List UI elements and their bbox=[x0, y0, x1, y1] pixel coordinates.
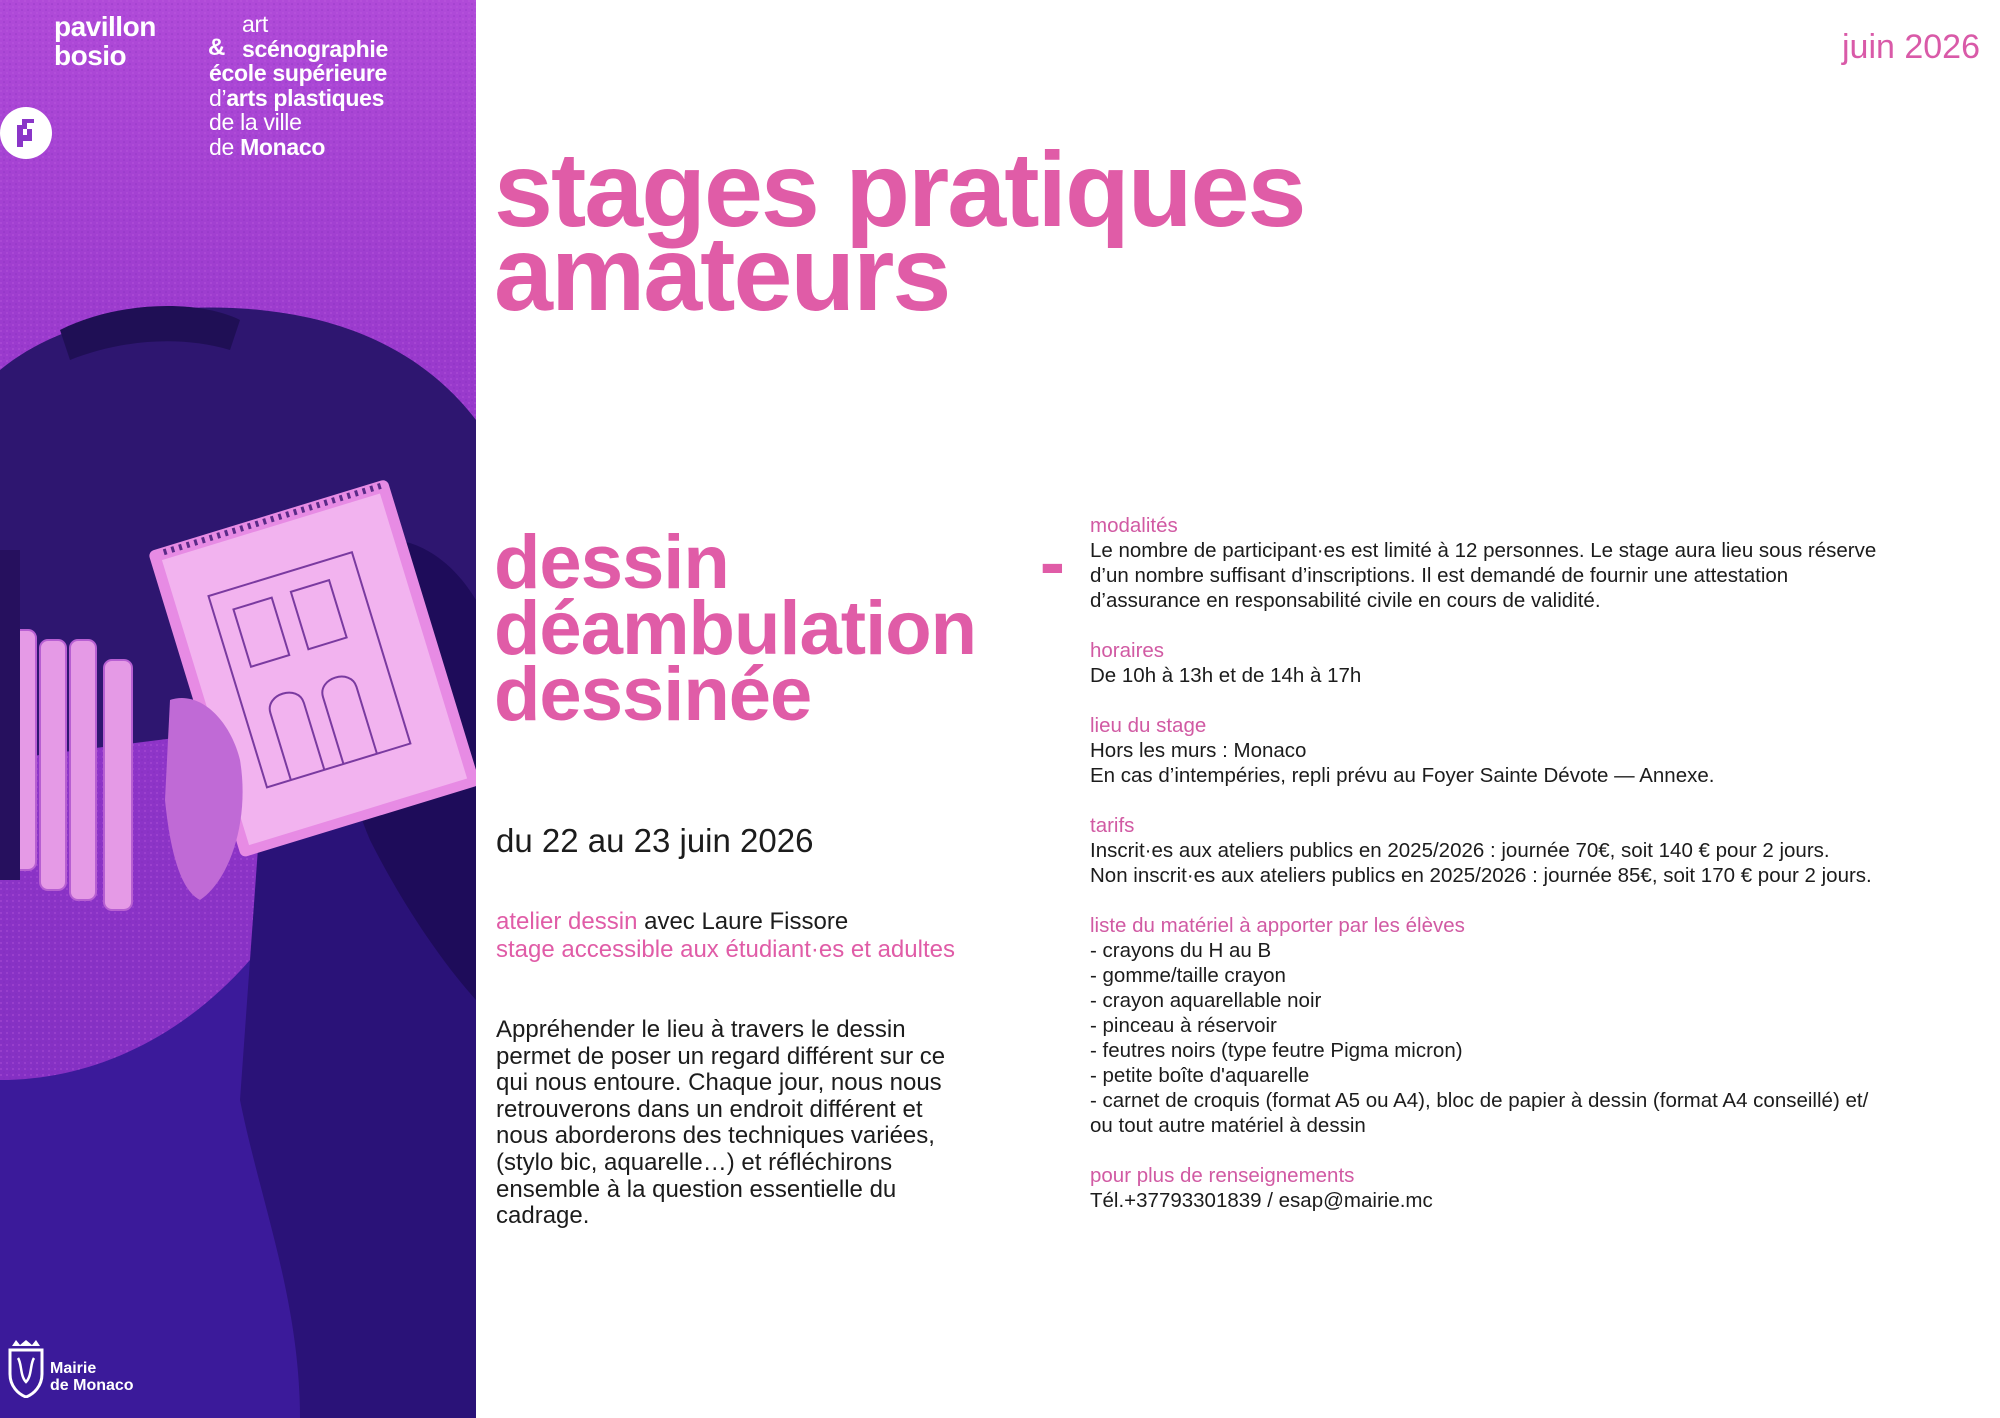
monaco-crest-icon bbox=[6, 1340, 46, 1398]
section-modalites: modalités Le nombre de participant·es est limité à 12 personnes. Le stage aura lieu sous réserve d’un nombre suffisant d’inscriptions. Il est demandé de fournir une attestation d’assurance en responsabilité civile en cours de validité. bbox=[1090, 514, 1877, 612]
section-contact: pour plus de renseignements Tél.+37793301839 / esap@mairie.mc bbox=[1090, 1163, 1990, 1213]
page-title: stages pratiques amateurs bbox=[494, 131, 1305, 333]
sketching-photo bbox=[0, 0, 476, 1418]
contact-info: Tél.+37793301839 / esap@mairie.mc bbox=[1090, 1189, 1433, 1212]
section-horaires: horaires De 10h à 13h et de 14h à 17h bbox=[1090, 639, 1362, 687]
edition-month: juin 2026 bbox=[1841, 28, 1980, 66]
workshop-description: Appréhender le lieu à travers le dessin permet de poser un regard différent sur ce qui nous entoure. Chaque jour, nous nous retrouverons dans un endroit différent et nous aborderons des techniques variées, (stylo bic, aquarelle…) et réfléchirons ensemble à la question essentielle du cadrage. bbox=[496, 1016, 946, 1230]
workshop-details bbox=[496, 908, 955, 964]
logo-text: art scénographie école supérieure d’arts plastiques de la ville de Monaco bbox=[209, 11, 388, 160]
workshop-title: dessin - déambulation dessinée bbox=[494, 520, 1064, 737]
section-lieu: lieu du stage Hors les murs : Monaco En cas d’intempéries, repli prévu au Foyer Sainte Dévote — Annexe. bbox=[1090, 714, 1715, 787]
mairie-de-monaco-logo: Mairie de Monaco bbox=[6, 1340, 156, 1400]
logo-ampersand: & bbox=[208, 34, 226, 61]
bosio-badge-icon bbox=[0, 107, 52, 159]
workshop-dates: du 22 au 23 juin 2026 bbox=[496, 822, 814, 859]
section-tarifs: tarifs Inscrit·es aux ateliers publics en 2025/2026 : journée 70€, soit 140 € pour 2 jours. Non inscrit·es aux ateliers publics en 2025/2026 : journée 85€, soit 170 € pour 2 jours. bbox=[1090, 814, 1872, 887]
practical-info bbox=[1090, 513, 1990, 1238]
section-materiel: liste du matériel à apporter par les élèves - crayons du H au B - gomme/taille crayon - crayon aquarellable noir - pinceau à réservoir - feutres noirs (type feutre Pigma micron) - petite boîte d'aquarelle - carnet de croquis (format A5 ou A4), bloc de papier à dessin (format A4 conseillé) et/ ou tout autre matériel à dessin bbox=[1090, 914, 1869, 1137]
logo-pavillon-bosio: pavillon bosio bbox=[54, 11, 156, 71]
audience-note: stage accessible aux étudiant·es et adultes bbox=[496, 936, 955, 963]
teacher-name: avec Laure Fissore bbox=[637, 908, 849, 935]
cover-photo bbox=[0, 0, 476, 1418]
atelier-label: atelier dessin bbox=[496, 908, 638, 935]
